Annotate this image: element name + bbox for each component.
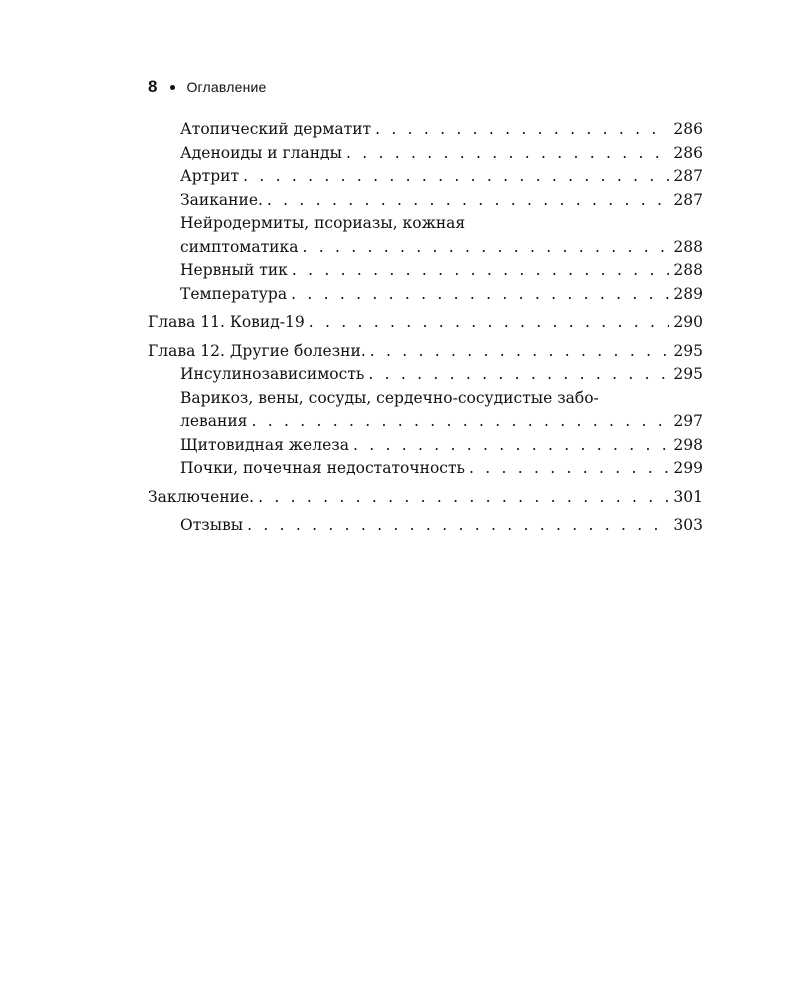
toc-entry [148,165,703,189]
toc-entry [148,434,703,458]
toc-entry-label: Артрит [180,167,240,185]
toc-entry-label: Инсулинозависимость [180,365,365,383]
toc-entry-label: Глава 11. Ковид-19 [148,313,305,331]
toc-entry-page: 288 [673,261,703,279]
toc-entry-label: Отзывы [180,516,244,534]
toc-entry-page: 299 [673,459,703,477]
running-head-title: Оглавление [186,79,267,95]
dot-leader [243,165,669,189]
toc-entry-label: левания [180,412,248,430]
toc-entry-page: 287 [673,167,703,185]
dot-leader [302,236,669,260]
toc-entry [148,259,703,283]
toc-entry [148,410,703,434]
toc-entry-first-line [148,387,703,411]
toc-entry-label: Заикание. [180,190,263,209]
dot-leader [353,434,669,458]
toc-chapter-entry [148,311,703,335]
toc-entry [148,236,703,260]
toc-entry [148,457,703,481]
toc-entry-page: 298 [673,435,703,454]
dot-leader [258,486,669,510]
running-head [148,76,267,98]
toc-entry-page: 286 [673,143,703,162]
dot-leader [267,189,669,213]
toc-entry-label: симптоматика [180,237,299,256]
toc-entry-page: 301 [673,487,703,506]
dot-leader [368,363,669,387]
toc-entry-page: 295 [673,341,703,360]
page-number: 8 [148,77,158,96]
toc-entry-label: Варикоз, вены, сосуды, сердечно-сосудистые забо- [180,388,599,407]
toc-entry-page: 288 [673,237,703,256]
dot-leader [370,340,670,364]
toc-entry [148,283,703,307]
dot-leader [309,311,670,335]
toc-entry-label: Почки, почечная недостаточность [180,459,465,477]
toc-entry [148,189,703,213]
bullet-separator-icon [170,85,175,90]
dot-leader [247,514,669,538]
dot-leader [292,259,670,283]
toc-entry-page: 295 [673,365,703,383]
toc-entry-label: Щитовидная железа [180,435,349,454]
dot-leader [469,457,669,481]
dot-leader [251,410,669,434]
toc-chapter-entry [148,340,703,364]
table-of-contents [148,118,703,538]
toc-entry-page: 303 [673,516,703,534]
toc-entry-label: Нейродермиты, псориазы, кожная [180,214,466,232]
toc-entry-page: 290 [673,313,703,331]
toc-entry-label: Аденоиды и гланды [180,143,342,162]
toc-chapter-entry [148,486,703,510]
dot-leader [375,118,669,142]
toc-entry-page: 289 [673,284,703,303]
toc-entry-page: 297 [673,412,703,430]
toc-entry-label: Температура [180,284,288,303]
toc-entry-label: Глава 12. Другие болезни. [148,341,366,360]
dot-leader [346,142,669,166]
toc-entry-label: Заключение. [148,487,255,506]
toc-entry-first-line [148,212,703,236]
toc-entry [148,514,703,538]
toc-entry [148,363,703,387]
toc-entry-page: 286 [673,120,703,138]
toc-entry [148,118,703,142]
toc-entry-label: Атопический дерматит [180,120,372,138]
toc-entry [148,142,703,166]
dot-leader [291,283,669,307]
toc-entry-label: Нервный тик [180,261,288,279]
toc-entry-page: 287 [673,190,703,209]
